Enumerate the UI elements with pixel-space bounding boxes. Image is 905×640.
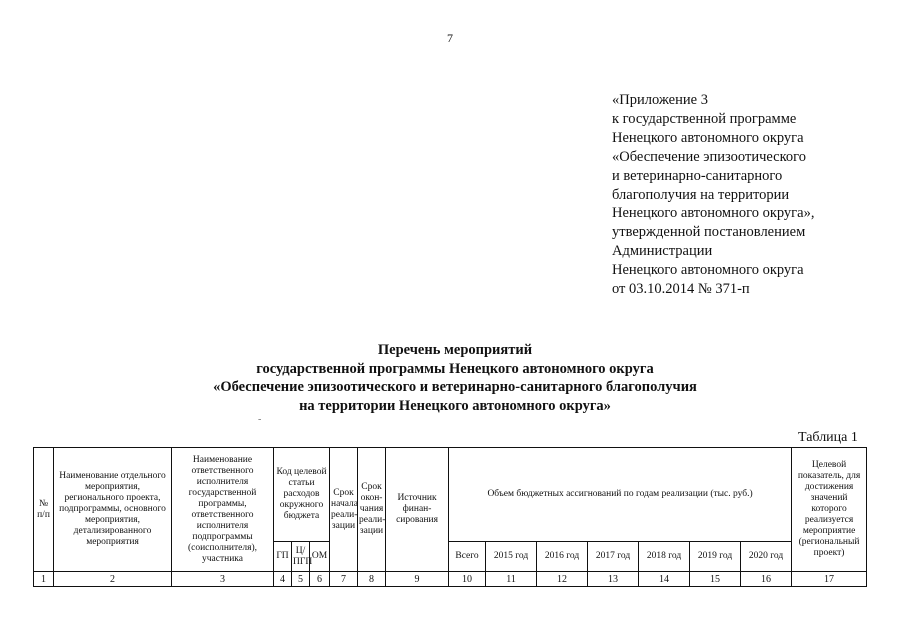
table-label: Таблица 1 <box>798 430 858 445</box>
column-number: 5 <box>292 572 310 587</box>
title-line: на территории Ненецкого автономного округа» <box>299 397 611 414</box>
title-line: Перечень мероприятий <box>377 342 533 358</box>
header-year: 2019 год <box>690 542 741 572</box>
header-year: 2016 год <box>537 542 588 572</box>
column-number: 4 <box>274 572 292 587</box>
appendix-line: Ненецкого автономного округа <box>612 129 804 146</box>
appendix-line: Ненецкого автономного округа», <box>612 205 815 222</box>
page-number: 7 <box>447 31 453 45</box>
column-number: 3 <box>172 572 274 587</box>
column-number: 17 <box>792 572 867 587</box>
column-number: 9 <box>386 572 449 587</box>
header-num: № п/п <box>34 448 54 572</box>
column-number: 8 <box>358 572 386 587</box>
header-end-date: Срок окон- чания реали- зации <box>358 448 386 572</box>
scan-mark: - <box>258 414 262 425</box>
header-target-indicator: Целевой показатель, для достижения значений которого реализуется мероприятие (региональный проект) <box>792 448 867 572</box>
header-code-gp: ГП <box>274 542 292 572</box>
column-number: 12 <box>537 572 588 587</box>
header-budget-code: Код целевой статьи расходов окружного бюджета <box>274 448 330 542</box>
header-code-pgp: Ц/ ПГП <box>292 542 310 572</box>
column-number: 11 <box>486 572 537 587</box>
document-title <box>80 341 830 415</box>
title-line: «Обеспечение эпизоотического и ветеринарно-санитарного благополучия <box>213 379 697 395</box>
column-number: 10 <box>449 572 486 587</box>
column-number: 16 <box>741 572 792 587</box>
column-number: 1 <box>34 572 54 587</box>
header-budget-volume: Объем бюджетных ассигнований по годам реализации (тыс. руб.) <box>449 448 792 542</box>
header-year: 2017 год <box>588 542 639 572</box>
appendix-line: Администрации <box>612 243 713 260</box>
header-year: 2020 год <box>741 542 792 572</box>
appendix-line: и ветеринарно-санитарного <box>612 167 783 184</box>
column-number: 6 <box>310 572 330 587</box>
appendix-line: «Обеспечение эпизоотического <box>612 148 806 165</box>
header-funding-source: Источник финан- сирования <box>386 448 449 572</box>
column-number: 13 <box>588 572 639 587</box>
appendix-block <box>612 91 902 299</box>
column-number: 15 <box>690 572 741 587</box>
appendix-line: «Приложение 3 <box>612 92 708 108</box>
column-number: 14 <box>639 572 690 587</box>
header-year: 2018 год <box>639 542 690 572</box>
appendix-line: от 03.10.2014 № 371-п <box>612 281 750 298</box>
appendix-line: благополучия на территории <box>612 186 790 203</box>
appendix-line: утвержденной постановлением <box>612 224 806 241</box>
appendix-line: Ненецкого автономного округа <box>612 262 804 279</box>
header-event-name: Наименование отдельного мероприятия, регионального проекта, подпрограммы, основного мероприятия, детализированного мероприятия <box>54 448 172 572</box>
appendix-line: к государственной программе <box>612 110 797 127</box>
header-code-om: ОМ <box>310 542 330 572</box>
column-number-row <box>34 572 867 587</box>
column-number: 2 <box>54 572 172 587</box>
header-year: 2015 год <box>486 542 537 572</box>
header-start-date: Срок начала реали- зации <box>330 448 358 572</box>
header-executor: Наименование ответственного исполнителя государственной программы, ответственного исполнителя подпрограммы (соисполнителя), участника <box>172 448 274 572</box>
title-line: государственной программы Ненецкого автономного округа <box>256 360 654 377</box>
header-total: Всего <box>449 542 486 572</box>
column-number: 7 <box>330 572 358 587</box>
events-table <box>33 447 867 587</box>
